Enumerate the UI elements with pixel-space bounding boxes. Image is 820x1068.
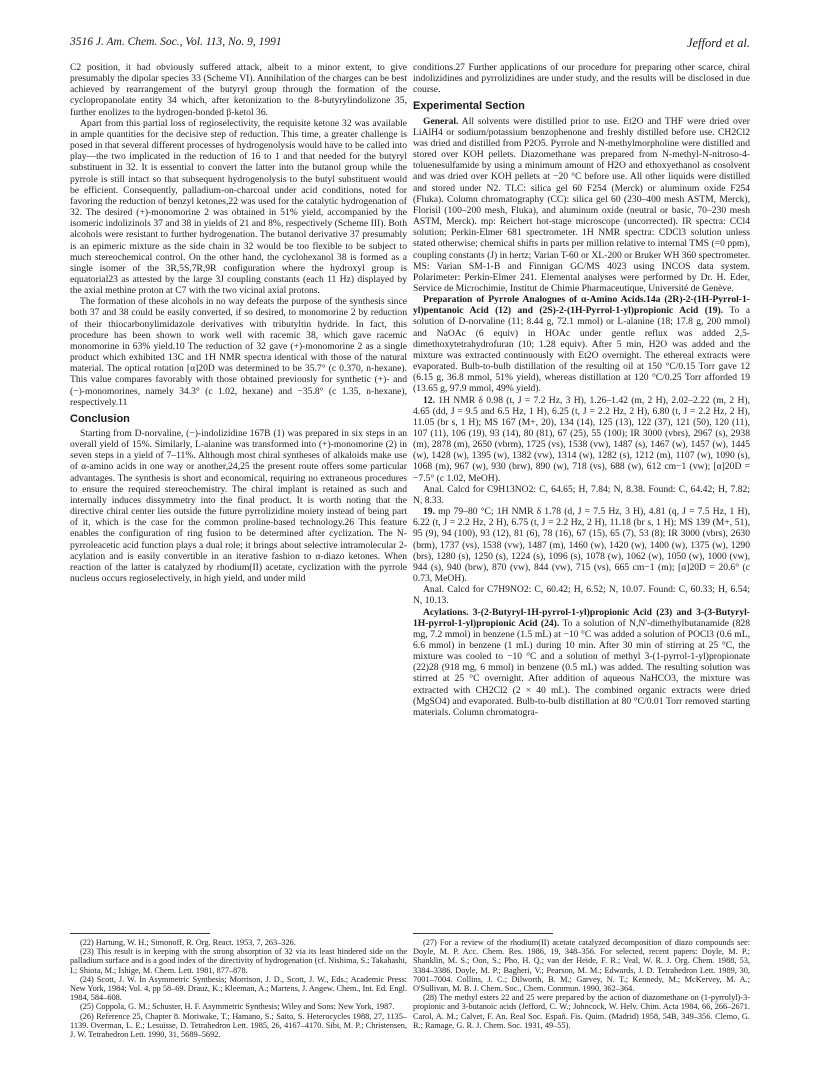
conclusion-heading: Conclusion	[70, 412, 130, 425]
compound-12-paragraph	[413, 395, 750, 484]
footnote-23: (23) This result is in keeping with the strong absorption of 32 via its least hindered side on the palladium surface and is a good index of the directivity of hydrogenation (cf. Nishima, S.; Takahashi, I.; Shiota, M.; Ishige, M. Chem. Lett. 1981, 877–878.	[70, 947, 407, 975]
body-paragraph: The formation of these alcohols in no way defeats the purpose of the synthesis since both 37 and 38 could be easily converted, if so desired, to monomorine 2 by reduction of their thiocarbonylimidazole derivatives with tributyltin hydride. In fact, this procedure has been shown to work well with racemic 38, which gave racemic monomorine in 63% yield.10 The reduction of 32 gave (+)-monomorine 2 as a single product which exhibited 13C and 1H NMR spectra identical with those of the natural material. The optical rotation [α]20D was determined to be 35.7° (c 0.370, n-hexane). This value compares favorably with those obtained previously for synthetic (+)- and (−)-monomorines, namely 34.3° (c 1.02, hexane) and −35.8° (c 1.35, n-hexane), respectively.11	[70, 296, 407, 408]
experimental-heading: Experimental Section	[413, 100, 525, 113]
prep-text: To a solution of D-norvaline (11; 8.44 g, 72.1 mmol) or L-alanine (18; 17.8 g, 200 mmol) and NaOAc (6 equiv) in HOAc under gentle reflux was added 2,5-dimethoxytetrahydrofuran (10; 1.28 equiv). After 5 min, H2O was added and the mixture was extracted continuously with Et2O overnight. The ethereal extracts were evaporated. Bulb-to-bulb distillation of the resulting oil at 150 °C/0.15 Torr gave 12 (6.15 g, 36.8 mmol, 51% yield), whereas distillation at 120 °C/0.25 Torr afforded 19 (13.65 g, 97.9 mmol, 49% yield).	[413, 305, 750, 395]
left-column	[70, 62, 407, 584]
compound-19-paragraph	[413, 506, 750, 584]
footnote-rule	[413, 933, 553, 934]
right-footnotes	[413, 938, 750, 1030]
general-text: All solvents were distilled prior to use. Et2O and THF were dried over LiAlH4 or sodium/potassium benzophenone and freshly distilled before use. CH2Cl2 was dried and distilled from P2O5. Pyrrole and N-methylmorpholine were distilled and stored over KOH pellets. Diazomethane was prepared from N-methyl-N-nitroso-4-toluenesulfamide by using a minimum amount of H2O and ethoxyethanol as cosolvent and was dried over KOH pellets at −20 °C before use. All other liquids were distilled and stored under N2. TLC: silica gel 60 F254 (Merck) or aluminum oxide F254 (Fluka). Column chromatography (CC): silica gel 60 (230–400 mesh ASTM, Merck), Florisil (100–200 mesh, Fluka), and aluminum oxide (neutral or basic, 70–230 mesh ASTM, Merck). mp: Reichert hot-stage microscope (uncorrected). IR spectra: CCl4 solution; Perkin-Elmer 681 spectrometer. 1H NMR spectra: CDCl3 solution unless stated otherwise; chemical shifts in parts per million relative to internal TMS (=0 ppm), coupling constants (J) in hertz; Varian T-60 or XL-200 or Bruker WH 360 spectrometer. MS: Varian SM-1-B and Finnigan GC/MS 4023 using INCOS data system. Polarimeter: Perkin-Elmer 241. Elemental analyses were performed by Dr. H. Eder, Service de Microchimie, Institut de Chimie Pharmaceutique, Université de Genève.	[413, 115, 750, 294]
footnote-26: (26) Reference 25, Chapter 8. Moriwake, T.; Hamano, S.; Saito, S. Heterocycles 1988, 27, 1135–1139. Overman, L. E.; Lesuisse, D. Tetrahedron Lett. 1985, 26, 4167–4170. Sibi, M. P.; Christensen, J. W. Tetrahedron Lett. 1990, 31, 5689–5692.	[70, 1011, 407, 1040]
right-column	[413, 62, 750, 718]
compound-12-runin: 12.	[423, 394, 435, 406]
running-authors: Jefford et al.	[686, 36, 750, 50]
page-header	[70, 36, 750, 52]
journal-citation: 3516 J. Am. Chem. Soc., Vol. 113, No. 9, 1991	[70, 36, 282, 48]
body-paragraph: Apart from this partial loss of regioselectivity, the requisite ketone 32 was available in ample quantities for the decisive step of reduction. This time, a greater challenge is posed in that several different processes of hydrogenolysis would have to be called into play—the two implicated in the reduction of 16 to 1 and that needed for the butyryl substituent in 32. It is essential to convert the latter into the butanol group while the pyrrole is still intact so that subsequent hydrogenolysis to the butyl substituent would be efficient. Consequently, palladium-on-charcoal under acid conditions, noted for favoring the reduction of benzyl ketones,22 was used for the catalytic hydrogenation of 32. The desired (+)-monomorine 2 was obtained in 51% yield, accompanied by the isomeric indolizinols 37 and 38 in yields of 21 and 8%, respectively (Scheme III). Both alcohols were resistant to further hydrogenation. The butanol derivative 37 presumably is an epimeric mixture as the side chain in 32 would be too flexible to be subject to much stereochemical control. On the other hand, the cyclohexanol 38 is formed as a single isomer of the 3R,5S,7R,9R configuration where the hydroxyl group is equatorial23 as attested by the large 3J coupling constants (each 11 Hz) displayed by the axial methine proton at C7 with the two vicinal axial protons.	[70, 117, 407, 297]
general-runin: General.	[423, 115, 459, 127]
footnote-24: (24) Scott, J. W. In Asymmetric Synthesis; Morrison, J. D., Scott, J. W., Eds.; Academic Press: New York, 1984; Vol. 4, pp 58–69. Drauz, K.; Kleeman, A.; Martens, J. Angew. Chem., Int. Ed. Engl. 1984, 584–608.	[70, 974, 407, 1003]
acylations-runin: Acylations. 3-(2-Butyryl-1H-pyrrol-1-yl)propionic Acid (23) and 3-(3-Butyryl-1H-pyrrol-1-yl)propionic Acid (24).	[413, 606, 750, 629]
compound-12-text: 1H NMR δ 0.98 (t, J = 7.2 Hz, 3 H), 1.26–1.42 (m, 2 H), 2.02–2.22 (m, 2 H), 4.65 (dd, J = 9.5 and 6.5 Hz, 1 H), 6.25 (t, J = 2.2 Hz, 2 H), 6.80 (t, J = 2.2 Hz, 2 H), 11.05 (br s, 1 H); MS 167 (M+, 20), 134 (14), 125 (13), 122 (37), 121 (50), 120 (11), 107 (11), 106 (19), 93 (14), 80 (81), 67 (25), 55 (100); IR 3000 (vbrs), 2967 (s), 2938 (m), 2878 (m), 2650 (vbrm), 1725 (vs), 1538 (vw), 1487 (s), 1467 (w), 1457 (w), 1445 (w), 1428 (w), 1395 (w), 1382 (vw), 1314 (w), 1282 (s), 1212 (m), 1107 (w), 1090 (s), 1068 (m), 967 (w), 930 (brw), 890 (w), 718 (vs), 688 (w), 612 cm−1 (vw); [α]20D = −7.5° (c 1.02, MeOH).	[413, 394, 750, 484]
footnote-22: (22) Hartung, W. H.; Simonoff, R. Org. React. 1953, 7, 263–326.	[80, 938, 296, 947]
footnote-28: (28) The methyl esters 22 and 25 were prepared by the action of diazomethane on (1-pyrrolyl)-3-propionic and 3-butanoic acids (Jefford, C. W.; Johncock, W. Helv. Chim. Acta 1984, 66, 266–2671. Carol, A. M.; Calvet, F. An. Real Soc. Españ. Fis. Quim. (Madrid) 1958, 54B, 349–356. Clemo, G. R.; Ramage, G. R. J. Chem. Soc. 1931, 49–55).	[413, 993, 750, 1030]
compound-19-runin: 19.	[423, 506, 435, 518]
compound-12-analysis: Anal. Calcd for C9H13NO2: C, 64.65; H, 7.84; N, 8.38. Found: C, 64.42; H, 7.82; N, 8.33.	[413, 483, 750, 506]
prep-runin: Preparation of Pyrrole Analogues of α-Amino Acids.14a (2R)-2-(1H-Pyrrol-1-yl)pentanoic Acid (12) and (2S)-2-(1H-Pyrrol-1-yl)propionic Acid (19).	[413, 294, 750, 317]
left-footnotes	[70, 938, 407, 1039]
acylations-text: To a solution of N,N'-dimethylbutanamide (828 mg, 7.2 mmol) in benzene (1.5 mL) at −10 °C was added a solution of POCl3 (0.6 mL, 6.6 mmol) in benzene (1 mL) during 10 min. After 30 min of stirring at 25 °C, the mixture was cooled to −10 °C and a solution of methyl 3-(1-pyrrol-1-yl)propionate (22)28 (918 mg, 6 mmol) in benzene (0.5 mL) was added. The resulting solution was stirred at 25 °C overnight. After addition of aqueous NaHCO3, the mixture was extracted with CH2Cl2 (2 × 40 mL). The combined organic extracts were dried (MgSO4) and evaporated. Bulb-to-bulb distillation at 80 °C/0.01 Torr removed starting materials. Column chromatogra-	[413, 617, 750, 718]
footnote-rule	[70, 933, 210, 934]
acylations-paragraph	[413, 607, 750, 719]
general-paragraph	[413, 116, 750, 295]
footnote-25: (25) Coppola, G. M.; Schuster, H. F. Asymmetric Synthesis; Wiley and Sons: New York, 1987.	[80, 1002, 395, 1012]
body-paragraph: C2 position, it had obviously suffered attack, albeit to a minor extent, to give presumably the dipolar species 33 (Scheme VI). Annihilation of the charges can be best achieved by rearrangement of the butyryl group through the formation of the cyclopropanolate entity 34 which, after ketonization to the 8-butyrylindolizone 35, further enolizes to the hydrogen-bonded β-ketol 36.	[70, 62, 407, 118]
compound-19-analysis: Anal. Calcd for C7H9NO2: C, 60.42; H, 6.52; N, 10.07. Found: C, 60.33; H, 6.54; N, 10.13.	[413, 584, 750, 607]
footnote-27: (27) For a review of the rhodium(II) acetate catalyzed decomposition of diazo compounds see: Doyle, M. P. Acc. Chem. Res. 1986, 19, 348–356. For selected, recent papers: Doyle, M. P.; Shanklin, M. S.; Oon, S.; Pho, H. Q.; van der Heide, F. R.; Veal, W. R. J. Org. Chem. 1988, 53, 3384–3386. Doyle, M. P.; Bagheri, V.; Pearson, M. M.; Edwards, J. D. Tetrahedron Lett. 1989, 30, 7001–7004. Collins, J. C.; Dilworth, B. M.; Garvey, N. T.; Kennedy, M.; McKervey, M. A.; O'Sullivan, M. B. J. Chem. Soc., Chem. Commun. 1990, 362–364.	[413, 938, 750, 994]
prep-paragraph	[413, 294, 750, 394]
body-paragraph: conditions.27 Further applications of our procedure for preparing other scarce, chiral indolizidines and pyrrolizidines are under study, and the results will be disclosed in due course.	[413, 62, 750, 96]
conclusion-paragraph: Starting from D-norvaline, (−)-indolizidine 167B (1) was prepared in six steps in an overall yield of 15%. Similarly, L-alanine was transformed into (+)-monomorine (2) in seven steps in a yield of 7–11%. Although most chiral syntheses of alkaloids make use of α-amino acids in one way or another,24,25 the present route offers some particular advantages. The synthesis is short and economical, requiring no extraneous procedures to ensure the required stereochemistry. The chiral implant is retained as such and internally induces dissymmetry into the final product. It is worth noting that the directive chiral center lies outside the future pyrrolizidine moiety instead of being part of it, which is the case for the common proline-based technology.26 This feature enables the configuration of ring fusion to be determined after cyclization. The N-pyrroleacetic acid function plays a dual role; it brings about selective intramolecular 2-acylation and is easily convertible in an iterative fashion to α-diazo ketones. When reaction of the latter is catalyzed by rhodium(II) acetate, cyclization with the pyrrole nucleus occurs regioselectively, in high yield, and under mild	[70, 428, 407, 585]
compound-19-text: mp 79–80 °C; 1H NMR δ 1.78 (d, J = 7.5 Hz, 3 H), 4.81 (q, J = 7.5 Hz, 1 H), 6.22 (t, J = 2.2 Hz, 2 H), 6.75 (t, J = 2.2 Hz, 2 H), 11.18 (br s, 1 H); MS 139 (M+, 51), 95 (9), 94 (100), 93 (12), 81 (6), 78 (16), 67 (15), 65 (7), 53 (8); IR 3000 (vbrs), 2630 (brm), 1737 (vs), 1538 (vw), 1487 (m), 1460 (w), 1420 (w), 1400 (w), 1375 (w), 1290 (brs), 1280 (s), 1250 (s), 1224 (s), 1096 (s), 1078 (w), 1062 (w), 1050 (w), 1000 (vw), 944 (s), 940 (brw), 870 (vw), 844 (vw), 715 (vs), 665 cm−1 (m); [α]20D = 20.6° (c 0.73, MeOH).	[413, 506, 750, 585]
